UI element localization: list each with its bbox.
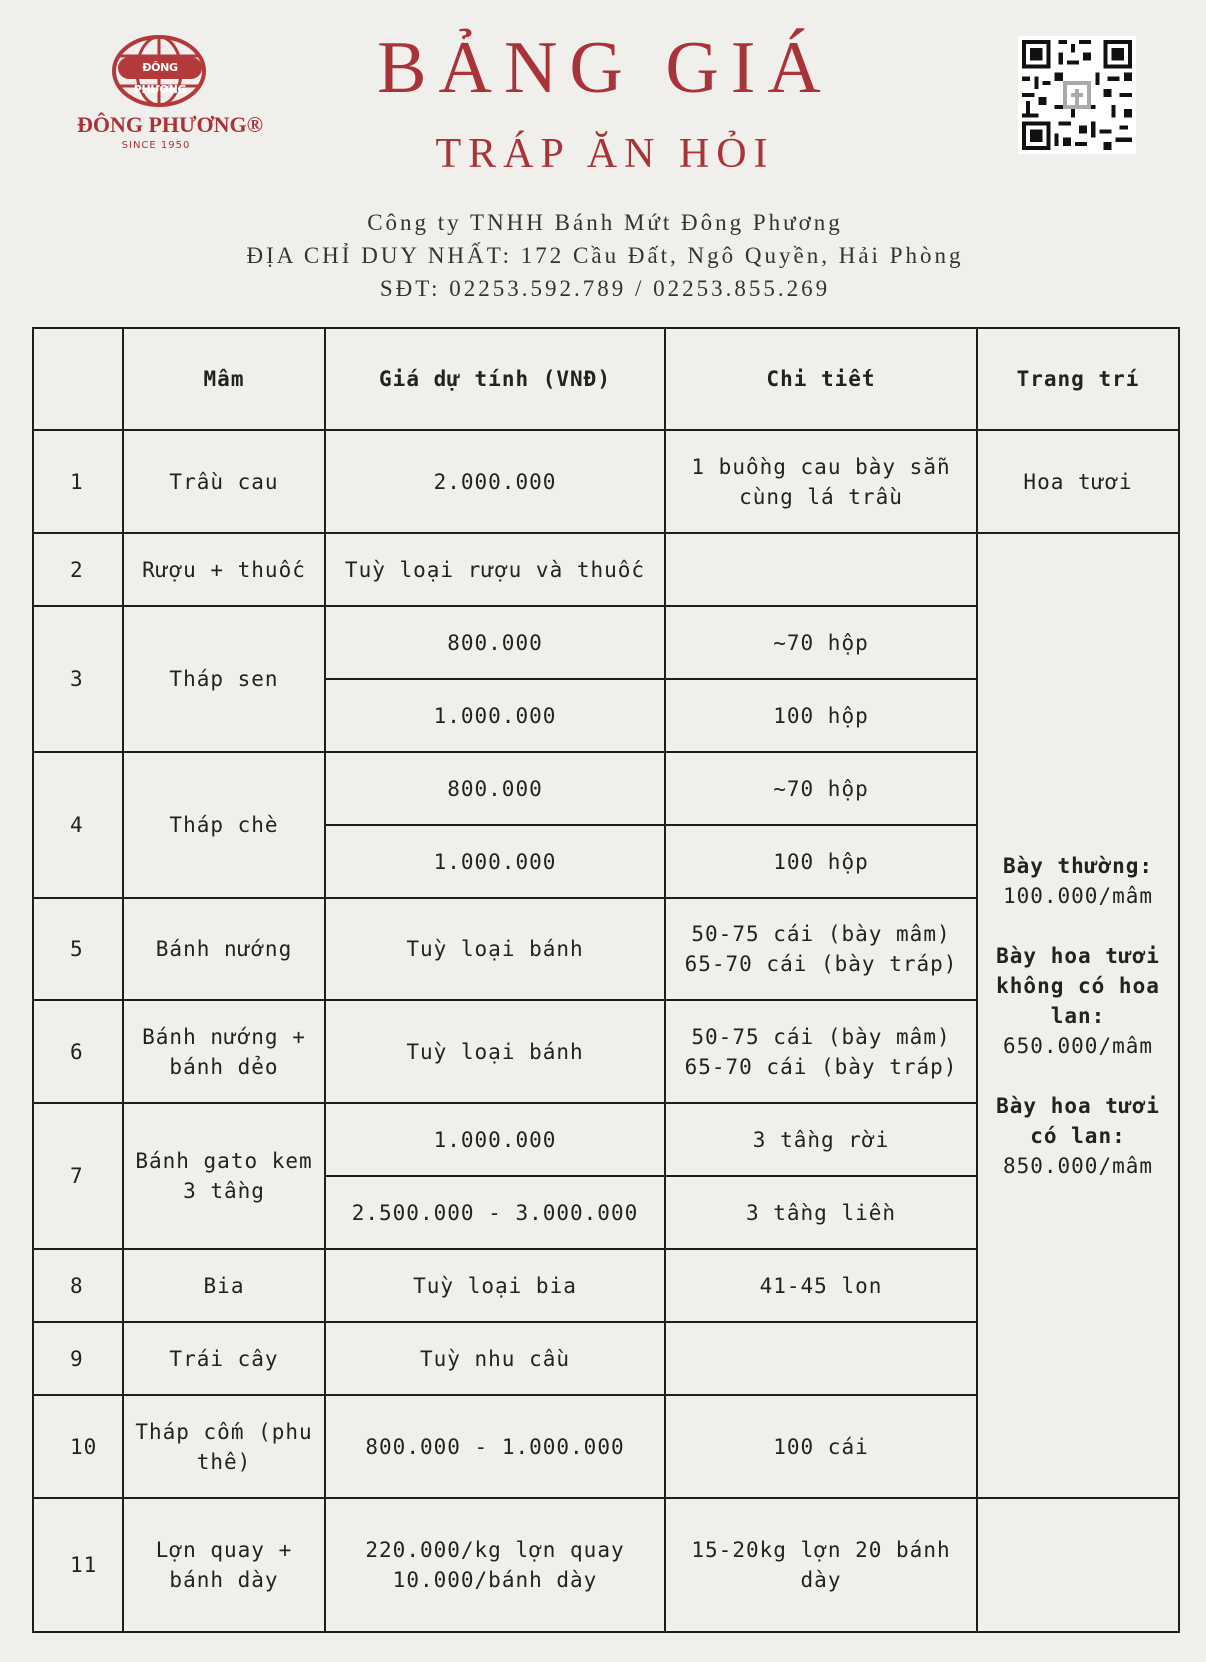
decoration-label: Bày hoa tươi có lan: [996, 1093, 1160, 1148]
company-address: ĐỊA CHỈ DUY NHẤT: 172 Cầu Đất, Ngô Quyền, Hải Phòng [246, 243, 964, 268]
row-detail: 50-75 cái (bày mâm) 65-70 cái (bày tráp) [666, 899, 978, 1001]
row-name: Tháp chè [124, 753, 326, 899]
row-price: 800.000 - 1.000.000 [326, 1396, 666, 1499]
header-tray: Mâm [124, 329, 326, 431]
row-name: Lợn quay + bánh dày [124, 1499, 326, 1631]
row-detail: 50-75 cái (bày mâm) 65-70 cái (bày tráp) [666, 1001, 978, 1104]
row-price: 1.000.000 [326, 826, 666, 899]
row-name: Trái cây [124, 1323, 326, 1396]
row-price: 800.000 [326, 753, 666, 826]
row-detail: 41-45 lon [666, 1250, 978, 1323]
row-price: 2.500.000 - 3.000.000 [326, 1177, 666, 1250]
row-decoration [978, 1499, 1178, 1631]
brand-name: ĐÔNG PHƯƠNG® [76, 112, 264, 137]
decoration-label: Bày hoa tươi không có hoa lan: [996, 943, 1160, 1028]
row-price: Tuỳ nhu cầu [326, 1323, 666, 1396]
row-number: 10 [34, 1396, 124, 1499]
page-title: BẢNG GIÁ [377, 27, 833, 109]
brand-since: SINCE 1950 [121, 140, 191, 151]
row-detail: ~70 hộp [666, 753, 978, 826]
row-name: Trầu cau [124, 431, 326, 534]
row-name: Rượu + thuốc [124, 534, 326, 607]
row-name: Bánh nướng + bánh dẻo [124, 1001, 326, 1104]
row-detail: 3 tầng liền [666, 1177, 978, 1250]
row-name: Bánh nướng [124, 899, 326, 1001]
brand-logo [70, 32, 270, 162]
row-detail: 100 hộp [666, 826, 978, 899]
row-price: 1.000.000 [326, 680, 666, 753]
row-price: 1.000.000 [326, 1104, 666, 1177]
company-name: Công ty TNHH Bánh Mứt Đông Phương [367, 210, 843, 235]
decoration-pricing [978, 534, 1178, 1499]
row-decoration: Hoa tươi [978, 431, 1178, 534]
row-number: 8 [34, 1250, 124, 1323]
row-detail: 1 buồng cau bày sẵn cùng lá trầu [666, 431, 978, 534]
row-number: 5 [34, 899, 124, 1001]
row-price: Tuỳ loại bánh [326, 1001, 666, 1104]
page-subtitle: TRÁP ĂN HỎI [435, 131, 775, 177]
qr-code-icon[interactable] [1018, 36, 1136, 154]
row-detail [666, 534, 978, 607]
decoration-price: 850.000/mâm [1002, 1153, 1154, 1178]
row-number: 9 [34, 1323, 124, 1396]
row-name: Tháp sen [124, 607, 326, 753]
row-detail: ~70 hộp [666, 607, 978, 680]
row-price: 2.000.000 [326, 431, 666, 534]
header-detail: Chi tiết [666, 329, 978, 431]
row-number: 1 [34, 431, 124, 534]
row-detail: 15-20kg lợn 20 bánh dày [666, 1499, 978, 1631]
row-number: 2 [34, 534, 124, 607]
row-detail: 3 tầng rời [666, 1104, 978, 1177]
company-info [150, 206, 1060, 305]
row-detail [666, 1323, 978, 1396]
header-price: Giá dự tính (VNĐ) [326, 329, 666, 431]
row-number: 7 [34, 1104, 124, 1250]
row-name: Bánh gato kem 3 tầng [124, 1104, 326, 1250]
header-decoration: Trang trí [978, 329, 1178, 431]
header-number [34, 329, 124, 431]
decoration-label: Bày thường: [1002, 853, 1154, 878]
row-price: Tuỳ loại bánh [326, 899, 666, 1001]
row-number: 4 [34, 753, 124, 899]
company-phone: SĐT: 02253.592.789 / 02253.855.269 [379, 276, 831, 301]
decoration-price: 100.000/mâm [1002, 883, 1154, 908]
row-price: 220.000/kg lợn quay 10.000/bánh dày [326, 1499, 666, 1631]
row-price: Tuỳ loại bia [326, 1250, 666, 1323]
row-detail: 100 hộp [666, 680, 978, 753]
row-number: 3 [34, 607, 124, 753]
row-name: Bia [124, 1250, 326, 1323]
row-name: Tháp cốm (phu thê) [124, 1396, 326, 1499]
row-price: 800.000 [326, 607, 666, 680]
row-price: Tuỳ loại rượu và thuốc [326, 534, 666, 607]
decoration-price: 650.000/mâm [1002, 1033, 1154, 1058]
price-table [32, 327, 1180, 1633]
row-number: 11 [34, 1499, 124, 1631]
row-detail: 100 cái [666, 1396, 978, 1499]
brand-badge: ĐÔNG PHƯƠNG [118, 57, 202, 79]
row-number: 6 [34, 1001, 124, 1104]
